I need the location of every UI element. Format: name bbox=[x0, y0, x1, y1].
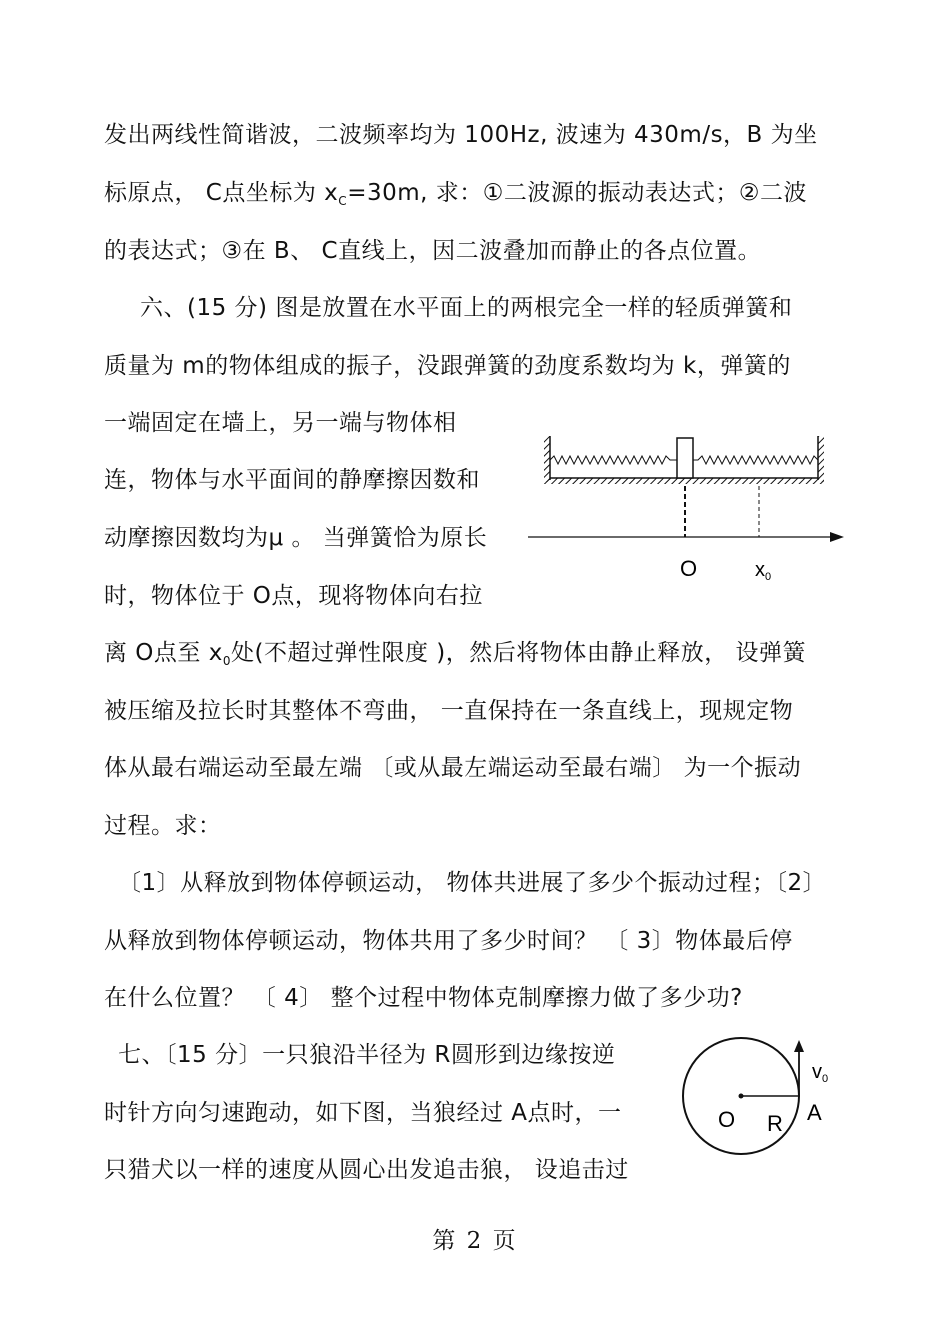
text-line: 在什么位置？ 〔 4〕 整个过程中物体克制摩擦力做了多少功? bbox=[104, 985, 743, 1011]
text-line: 时针方向匀速跑动，如下图，当狼经过 A点时，一 bbox=[104, 1100, 622, 1126]
text-line: 过程。求： bbox=[104, 813, 222, 839]
text-line: 从释放到物体停顿运动，物体共用了多少时间？ 〔 3〕物体最后停 bbox=[104, 928, 793, 954]
text-line: 一端固定在墙上，另一端与物体相 bbox=[104, 410, 457, 436]
text-line: 只猎犬以一样的速度从圆心出发追击狼， 设追击过 bbox=[104, 1157, 629, 1183]
block bbox=[677, 438, 693, 478]
right-wall bbox=[818, 436, 824, 482]
text-line: 体从最右端运动至最左端 〔或从最左端运动至最右端〕 为一个振动 bbox=[104, 755, 802, 781]
text-line: 离 O点至 $x_0$处(不超过弹性限度 )，然后将物体由静止释放， 设弹簧 bbox=[104, 640, 807, 668]
question-6-heading: 六、(15 分) 图是放置在水平面上的两根完全一样的轻质弹簧和 bbox=[140, 295, 793, 321]
text-line: 时，物体位于 O点，现将物体向右拉 bbox=[104, 583, 483, 609]
text-line: 标原点， C点坐标为 $x_C=30m$, 求：①二波源的振动表达式；②二波 bbox=[104, 180, 807, 208]
text-line: 发出两线性简谐波，二波频率均为 100Hz, 波速为 430m/s，B 为坐 bbox=[104, 122, 818, 148]
label-o: O bbox=[680, 556, 698, 581]
velocity-arrowhead-icon bbox=[794, 1040, 804, 1052]
spring-mass-figure bbox=[520, 430, 850, 590]
label-o: O bbox=[718, 1107, 736, 1132]
label-r: R bbox=[767, 1111, 783, 1136]
page-number: 第 2 页 bbox=[432, 1228, 518, 1254]
left-wall bbox=[544, 436, 550, 482]
text-line: 质量为 m的物体组成的振子，没跟弹簧的劲度系数均为 k，弹簧的 bbox=[104, 353, 791, 379]
text-line: 的表达式；③在 B、 C直线上，因二波叠加而静止的各点位置。 bbox=[104, 238, 762, 264]
axis-arrow-icon bbox=[830, 532, 844, 542]
question-7-heading: 七、〔15 分〕一只狼沿半径为 R圆形到边缘按逆 bbox=[118, 1042, 616, 1068]
label-x0: $x_0$ bbox=[755, 559, 772, 583]
label-a: A bbox=[807, 1100, 822, 1125]
text-line: 〔1〕从释放到物体停顿运动， 物体共进展了多少个振动过程；〔2〕 bbox=[118, 870, 827, 896]
left-spring bbox=[550, 456, 677, 464]
text-line: 被压缩及拉长时其整体不弯曲， 一直保持在一条直线上，现规定物 bbox=[104, 698, 794, 724]
text-line: 动摩擦因数均为μ 。 当弹簧恰为原长 bbox=[104, 525, 488, 551]
right-spring bbox=[693, 456, 818, 464]
label-v0: $v_0$ bbox=[812, 1061, 829, 1085]
text-line: 连，物体与水平面间的静摩擦因数和 bbox=[104, 467, 480, 493]
floor bbox=[544, 478, 824, 484]
circle-chase-figure bbox=[670, 1028, 850, 1178]
